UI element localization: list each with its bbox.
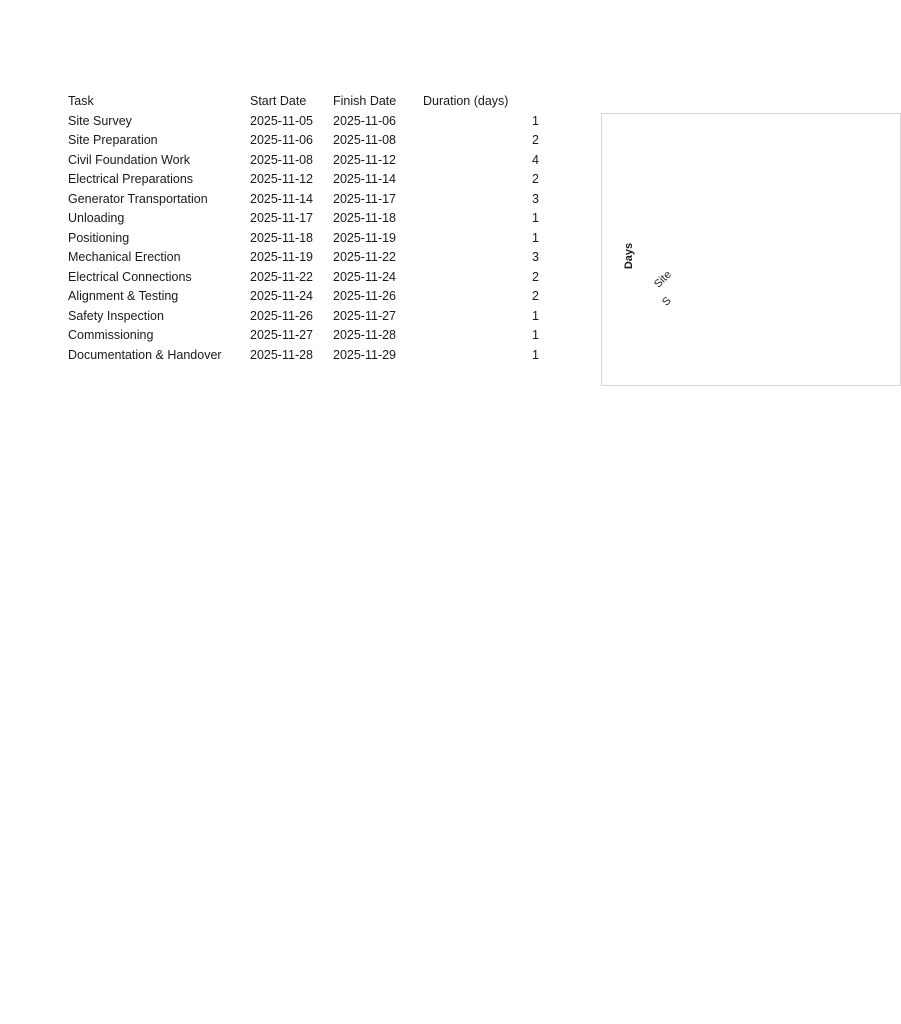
finish-date-cell[interactable]: 2025-11-19 [333, 230, 397, 245]
table-row [68, 112, 539, 132]
start-date-cell[interactable]: 2025-11-14 [250, 191, 314, 206]
task-cell[interactable]: Mechanical Erection [68, 250, 181, 264]
task-cell[interactable]: Unloading [68, 211, 125, 225]
chart-x-tick-label: S [660, 294, 674, 309]
finish-date-cell[interactable]: 2025-11-29 [333, 347, 397, 362]
start-date-cell[interactable]: 2025-11-06 [250, 133, 314, 147]
table-row [68, 307, 539, 327]
finish-date-cell[interactable]: 2025-11-12 [333, 152, 397, 167]
task-cell[interactable]: Electrical Connections [68, 269, 192, 284]
duration-cell[interactable]: 2 [532, 172, 539, 186]
start-date-cell[interactable]: 2025-11-17 [250, 211, 314, 225]
table-header-row [68, 92, 539, 112]
start-date-cell[interactable]: 2025-11-12 [250, 172, 314, 186]
table-row [68, 131, 539, 151]
table-row [68, 346, 539, 366]
table-row [68, 170, 539, 190]
task-cell[interactable]: Site Preparation [68, 133, 158, 147]
start-date-cell[interactable]: 2025-11-18 [250, 230, 314, 245]
table-row [68, 268, 539, 288]
start-date-cell[interactable]: 2025-11-26 [250, 308, 314, 323]
start-date-cell[interactable]: 2025-11-19 [250, 250, 314, 264]
finish-date-cell[interactable]: 2025-11-06 [333, 113, 397, 128]
task-cell[interactable]: Civil Foundation Work [68, 152, 191, 167]
duration-cell[interactable]: 4 [532, 152, 539, 167]
start-date-cell[interactable]: 2025-11-08 [250, 152, 314, 167]
header-finish-date[interactable]: Finish Date [333, 94, 397, 108]
task-cell[interactable]: Documentation & Handover [68, 347, 222, 362]
duration-cell[interactable]: 2 [532, 269, 539, 284]
task-cell[interactable]: Positioning [68, 230, 130, 245]
duration-cell[interactable]: 3 [532, 191, 539, 206]
finish-date-cell[interactable]: 2025-11-14 [333, 172, 397, 186]
duration-cell[interactable]: 1 [532, 211, 539, 225]
header-duration[interactable]: Duration (days) [423, 94, 509, 108]
table-row [68, 190, 539, 210]
chart-viewport [601, 113, 674, 388]
start-date-cell[interactable]: 2025-11-28 [250, 347, 314, 362]
chart-y-axis-label: Days [623, 242, 635, 270]
task-cell[interactable]: Safety Inspection [68, 308, 164, 323]
task-cell[interactable]: Electrical Preparations [68, 172, 194, 186]
table-row [68, 151, 539, 171]
duration-cell[interactable]: 1 [532, 308, 539, 323]
start-date-cell[interactable]: 2025-11-24 [250, 289, 314, 303]
duration-chart[interactable] [601, 113, 901, 386]
task-cell[interactable]: Generator Transportation [68, 191, 208, 206]
table-row [68, 326, 539, 346]
chart-x-tick-label: Site [652, 268, 674, 291]
finish-date-cell[interactable]: 2025-11-17 [333, 191, 397, 206]
finish-date-cell[interactable]: 2025-11-26 [333, 289, 397, 303]
finish-date-cell[interactable]: 2025-11-08 [333, 133, 397, 147]
start-date-cell[interactable]: 2025-11-27 [250, 328, 314, 342]
finish-date-cell[interactable]: 2025-11-24 [333, 269, 397, 284]
duration-cell[interactable]: 1 [532, 328, 539, 342]
duration-cell[interactable]: 2 [532, 289, 539, 303]
table-row [68, 209, 539, 229]
table-row [68, 248, 539, 268]
finish-date-cell[interactable]: 2025-11-27 [333, 308, 397, 323]
duration-cell[interactable]: 1 [532, 230, 539, 245]
header-start-date[interactable]: Start Date [250, 94, 307, 108]
finish-date-cell[interactable]: 2025-11-18 [333, 211, 397, 225]
duration-cell[interactable]: 2 [532, 133, 539, 147]
duration-cell[interactable]: 1 [532, 113, 539, 128]
header-task[interactable]: Task [68, 94, 94, 108]
table-row [68, 229, 539, 249]
task-table [68, 92, 539, 365]
duration-cell[interactable]: 1 [532, 347, 539, 362]
finish-date-cell[interactable]: 2025-11-28 [333, 328, 397, 342]
duration-cell[interactable]: 3 [532, 250, 539, 264]
task-cell[interactable]: Alignment & Testing [68, 289, 179, 303]
start-date-cell[interactable]: 2025-11-22 [250, 269, 314, 284]
start-date-cell[interactable]: 2025-11-05 [250, 113, 314, 128]
finish-date-cell[interactable]: 2025-11-22 [333, 250, 397, 264]
task-cell[interactable]: Site Survey [68, 113, 132, 128]
table-row [68, 287, 539, 307]
task-cell[interactable]: Commissioning [68, 328, 154, 342]
